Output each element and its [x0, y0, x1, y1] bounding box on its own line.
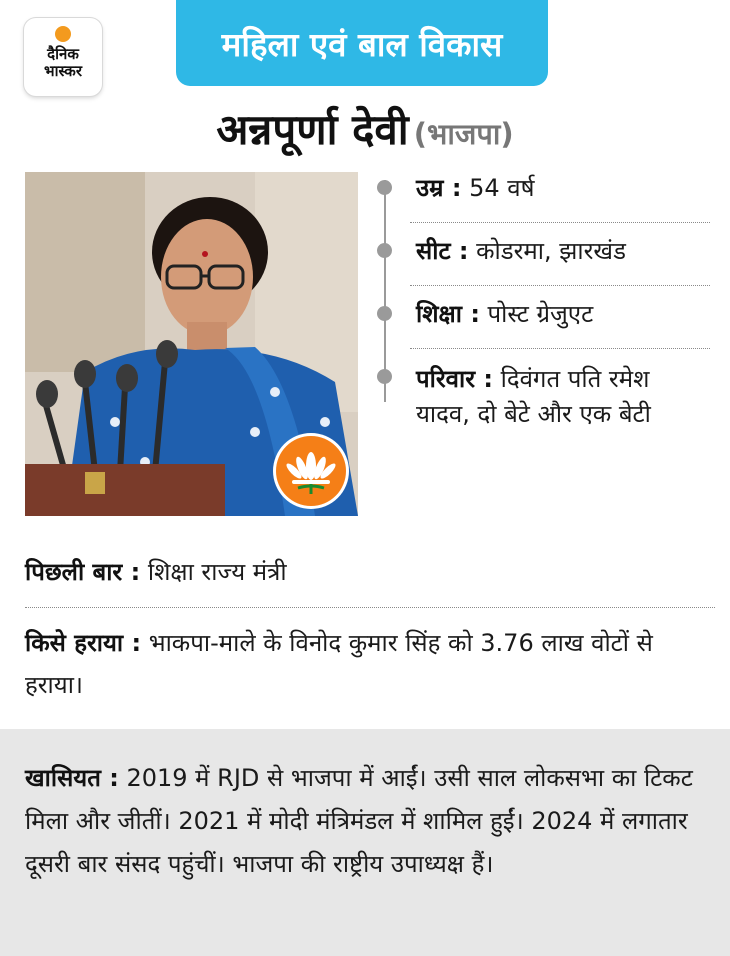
education-info [416, 297, 716, 332]
logo-line-1: दैनिक [47, 45, 79, 63]
divider [410, 348, 710, 349]
category-label: महिला एवं बाल विकास [221, 24, 503, 64]
seat-value: कोडरमा, झारखंड [468, 237, 626, 265]
person-name: अन्नपूर्णा देवी [216, 105, 409, 154]
timeline-dot [377, 180, 392, 195]
speciality-panel [0, 729, 730, 956]
education-value: पोस्ट ग्रेजुएट [479, 300, 594, 328]
timeline-dot [377, 306, 392, 321]
age-info [416, 171, 716, 206]
divider [410, 285, 710, 286]
timeline-dot [377, 369, 392, 384]
timeline-dot [377, 243, 392, 258]
defeated-label: किसे हराया : [25, 629, 142, 657]
logo-line-2: भास्कर [44, 62, 82, 80]
seat-info [416, 234, 716, 269]
family-value: दिवंगत पति रमेश यादव, दो बेटे और एक बेटी [416, 365, 651, 428]
age-value: 54 वर्ष [461, 174, 535, 202]
divider [25, 607, 715, 608]
speciality-text [25, 757, 705, 886]
age-label: उम्र : [416, 174, 462, 202]
seat-label: सीट : [416, 237, 469, 265]
sun-icon [55, 26, 71, 42]
party-name: (भाजपा) [413, 117, 514, 151]
speciality-value: 2019 में RJD से भाजपा में आईं। उसी साल लोकसभा का टिकट मिला और जीतीं। 2021 में मोदी मंत्रिमंडल में शामिल हुईं। 2024 में लगातार दूसरी बार संसद पहुंचीं। भाजपा की राष्ट्रीय उपाध्यक्ष हैं। [25, 764, 693, 878]
education-label: शिक्षा : [416, 300, 480, 328]
divider [410, 222, 710, 223]
party-symbol-badge [276, 436, 346, 506]
dainik-bhaskar-logo [24, 18, 102, 96]
category-banner [176, 0, 548, 86]
person-heading [0, 100, 730, 157]
speciality-label: खासियत : [25, 764, 119, 792]
defeated-value: भाकपा-माले के विनोद कुमार सिंह को 3.76 लाख वोटों से हराया। [25, 629, 653, 699]
lotus-icon [276, 436, 346, 506]
defeated-row [25, 622, 715, 706]
last-time-value: शिक्षा राज्य मंत्री [140, 558, 287, 586]
family-label: परिवार : [416, 365, 493, 393]
last-time-row [25, 551, 715, 593]
family-info [416, 362, 708, 432]
last-time-label: पिछली बार : [25, 558, 141, 586]
